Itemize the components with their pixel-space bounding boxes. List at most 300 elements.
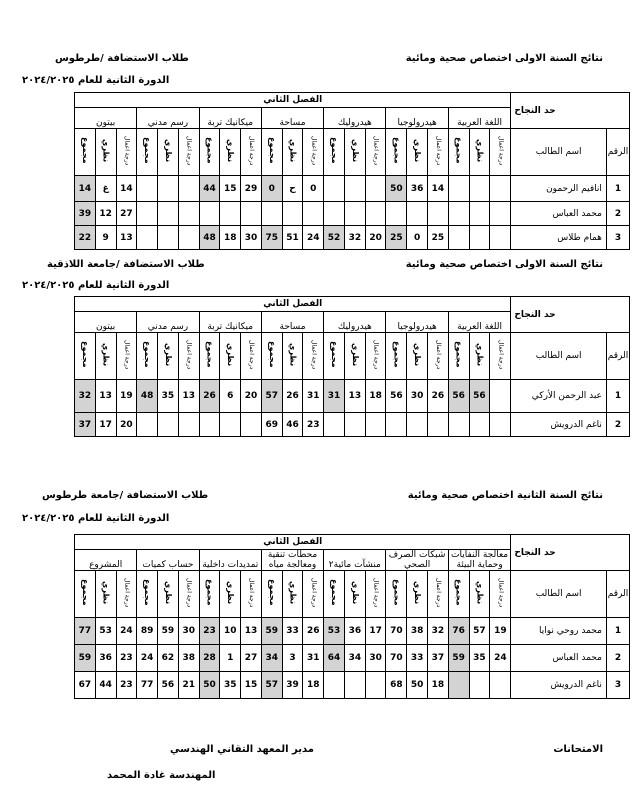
work-label-cell xyxy=(241,333,262,380)
theory-label: نظري xyxy=(163,580,173,605)
grade-cell: 31 xyxy=(324,380,345,413)
total-label: مجموع xyxy=(454,579,464,606)
grade-cell xyxy=(469,226,490,250)
pass-threshold-header: حد النجاح xyxy=(511,297,630,333)
work-label-cell xyxy=(428,129,449,176)
grade-cell: 35 xyxy=(158,380,179,413)
total-label: مجموع xyxy=(330,341,340,368)
grade-cell xyxy=(428,202,449,226)
work-label-cell xyxy=(116,333,137,380)
grade-cell: 50 xyxy=(407,672,428,699)
grade-cell: 35 xyxy=(469,645,490,672)
grade-cell xyxy=(490,413,511,437)
section1-title-left: طلاب الاستضافة /طرطوس xyxy=(55,53,189,64)
grade-cell: 20 xyxy=(241,380,262,413)
grade-cell: 24 xyxy=(490,645,511,672)
student-name: محمد روحي نوايا xyxy=(511,618,607,645)
work-label: درجة اعمال xyxy=(185,339,193,370)
theory-label: نظري xyxy=(101,580,111,605)
grade-cell xyxy=(137,226,158,250)
table-row xyxy=(75,618,630,645)
subject-header: ميكانيك تربة xyxy=(199,312,261,333)
theory-label-cell xyxy=(469,333,490,380)
work-label-cell xyxy=(178,129,199,176)
grade-cell: 15 xyxy=(241,672,262,699)
total-label-cell xyxy=(448,571,469,618)
footer-director: مدير المعهد التقاني الهندسي xyxy=(170,744,314,755)
grade-cell: 14 xyxy=(75,176,96,202)
theory-label: نظري xyxy=(350,138,360,163)
grade-cell: 35 xyxy=(220,672,241,699)
pass-threshold-header: حد النجاح xyxy=(511,93,630,129)
grade-cell: 44 xyxy=(199,176,220,202)
grade-cell xyxy=(158,176,179,202)
theory-label: نظري xyxy=(226,342,236,367)
results-table-2 xyxy=(74,296,630,437)
total-label-cell xyxy=(324,129,345,176)
work-label: درجة اعمال xyxy=(248,135,255,166)
grade-cell: 39 xyxy=(75,202,96,226)
theory-label: نظري xyxy=(101,138,111,163)
work-label: درجة اعمال xyxy=(248,339,255,370)
name-header: اسم الطالب xyxy=(511,129,607,176)
grade-cell: 33 xyxy=(282,618,303,645)
grade-cell xyxy=(137,413,158,437)
total-label-cell xyxy=(386,129,407,176)
grade-cell xyxy=(490,226,511,250)
grade-cell: 39 xyxy=(282,672,303,699)
theory-label-cell xyxy=(344,129,365,176)
grade-cell: 18 xyxy=(428,672,449,699)
subject-header: بيتون xyxy=(75,312,137,333)
row-number: 3 xyxy=(606,226,629,250)
grade-cell: 20 xyxy=(116,413,137,437)
total-label: مجموع xyxy=(392,579,402,606)
student-name: عبد الرحمن الأركي xyxy=(511,380,607,413)
theory-label: نظري xyxy=(163,138,173,163)
theory-label: نظري xyxy=(226,580,236,605)
total-label: مجموع xyxy=(205,579,215,606)
grade-cell: 9 xyxy=(95,226,116,250)
subject-header: معالجة النفايات وحماية البيئة xyxy=(448,550,511,571)
theory-label-cell xyxy=(220,333,241,380)
grade-cell: 75 xyxy=(261,226,282,250)
grade-cell: غ xyxy=(95,176,116,202)
grade-cell: 24 xyxy=(303,226,324,250)
section1-session: الدورة الثانية للعام ٢٠٢٤/٢٠٢٥ xyxy=(22,75,170,86)
student-name: محمد العباس xyxy=(511,202,607,226)
total-label: مجموع xyxy=(267,341,277,368)
grade-cell: 36 xyxy=(407,176,428,202)
theory-label: نظري xyxy=(288,138,298,163)
theory-label: نظري xyxy=(475,138,485,163)
grade-cell: 31 xyxy=(303,645,324,672)
row-number: 3 xyxy=(606,672,629,699)
total-label-cell xyxy=(75,333,96,380)
table-row xyxy=(75,380,630,413)
total-label-cell xyxy=(386,571,407,618)
theory-label-cell xyxy=(95,129,116,176)
grade-cell: 30 xyxy=(407,380,428,413)
grade-cell: 26 xyxy=(428,380,449,413)
grade-cell: 32 xyxy=(344,226,365,250)
work-label-cell xyxy=(116,571,137,618)
total-label: مجموع xyxy=(205,341,215,368)
grade-cell xyxy=(324,202,345,226)
grade-cell: 34 xyxy=(261,645,282,672)
grade-cell: 57 xyxy=(261,380,282,413)
name-header: اسم الطالب xyxy=(511,571,607,618)
grade-cell xyxy=(178,226,199,250)
subject-header: مساحة xyxy=(261,312,323,333)
grade-cell xyxy=(178,176,199,202)
grade-cell: 13 xyxy=(178,380,199,413)
work-label: درجة اعمال xyxy=(248,577,255,608)
grade-cell: 30 xyxy=(365,645,386,672)
total-label-cell xyxy=(75,129,96,176)
theory-label: نظري xyxy=(288,342,298,367)
grade-cell: 19 xyxy=(490,618,511,645)
results-table-3 xyxy=(74,534,630,699)
theory-label-cell xyxy=(282,571,303,618)
theory-label: نظري xyxy=(413,580,423,605)
theory-label-cell xyxy=(282,333,303,380)
work-label-cell xyxy=(428,571,449,618)
grade-cell: 18 xyxy=(365,380,386,413)
grade-cell xyxy=(448,672,469,699)
grade-cell: 57 xyxy=(261,672,282,699)
theory-label: نظري xyxy=(350,342,360,367)
grade-cell: 62 xyxy=(158,645,179,672)
work-label-cell xyxy=(116,129,137,176)
number-header: الرقم xyxy=(606,129,629,176)
grade-cell: 13 xyxy=(344,380,365,413)
grade-cell: 0 xyxy=(261,176,282,202)
grade-cell xyxy=(448,176,469,202)
subject-header: بيتون xyxy=(75,108,137,129)
work-label-cell xyxy=(365,333,386,380)
work-label-cell xyxy=(241,129,262,176)
grade-cell: 23 xyxy=(303,413,324,437)
grade-cell: 25 xyxy=(386,226,407,250)
total-label: مجموع xyxy=(454,341,464,368)
work-label-cell xyxy=(428,333,449,380)
grade-cell xyxy=(344,672,365,699)
subject-header: اللغة العربية xyxy=(448,312,511,333)
total-label-cell xyxy=(261,571,282,618)
grade-cell: 23 xyxy=(199,618,220,645)
grade-cell: 37 xyxy=(75,413,96,437)
work-label: درجة اعمال xyxy=(123,135,131,166)
grade-cell: 52 xyxy=(324,226,345,250)
grade-cell: 37 xyxy=(428,645,449,672)
grade-cell: 77 xyxy=(75,618,96,645)
grade-cell: 0 xyxy=(407,226,428,250)
grade-cell xyxy=(386,202,407,226)
total-label: مجموع xyxy=(267,137,277,164)
grade-cell: 56 xyxy=(469,380,490,413)
grade-cell xyxy=(448,202,469,226)
subject-header: هيدرولوجيا xyxy=(386,108,448,129)
section2-title-left: طلاب الاستضافة /جامعة اللاذقية xyxy=(47,259,205,270)
work-label: درجة اعمال xyxy=(123,577,131,608)
number-header: الرقم xyxy=(606,333,629,380)
grade-cell: 0 xyxy=(303,176,324,202)
subject-header: اللغة العربية xyxy=(448,108,511,129)
grade-cell: 15 xyxy=(220,176,241,202)
name-header: اسم الطالب xyxy=(511,333,607,380)
theory-label-cell xyxy=(407,571,428,618)
work-label: درجة اعمال xyxy=(497,339,505,370)
grade-cell: 32 xyxy=(75,380,96,413)
grade-cell: 26 xyxy=(282,380,303,413)
grade-cell: 67 xyxy=(75,672,96,699)
work-label-cell xyxy=(303,129,324,176)
total-label: مجموع xyxy=(267,579,277,606)
total-label-cell xyxy=(448,129,469,176)
grade-cell xyxy=(324,176,345,202)
grade-cell: 30 xyxy=(241,226,262,250)
grade-cell xyxy=(158,202,179,226)
total-label: مجموع xyxy=(80,579,90,606)
grade-cell xyxy=(365,672,386,699)
theory-label: نظري xyxy=(350,580,360,605)
grade-cell: 17 xyxy=(365,618,386,645)
section2-title-right: نتائج السنة الاولى اختصاص صحية ومائية xyxy=(405,259,603,270)
grade-cell: 22 xyxy=(75,226,96,250)
row-number: 1 xyxy=(606,176,629,202)
grade-cell: 21 xyxy=(178,672,199,699)
grade-cell: 53 xyxy=(324,618,345,645)
grade-cell xyxy=(344,202,365,226)
total-label: مجموع xyxy=(143,579,153,606)
grade-cell: 27 xyxy=(241,645,262,672)
section2-session: الدورة الثانية للعام ٢٠٢٤/٢٠٢٥ xyxy=(22,280,170,291)
section3-title-left: طلاب الاستضافة /جامعة طرطوس xyxy=(42,490,209,501)
grade-cell: 23 xyxy=(116,672,137,699)
total-label: مجموع xyxy=(454,137,464,164)
term-header: الفصل الثاني xyxy=(75,535,511,550)
subject-header: تمديدات داخلية xyxy=(199,550,261,571)
work-label: درجة اعمال xyxy=(434,577,442,608)
table-row xyxy=(75,645,630,672)
grade-cell: 48 xyxy=(137,380,158,413)
subject-header: هيدرولوجيا xyxy=(386,312,448,333)
grade-cell xyxy=(199,202,220,226)
student-name: محمد العباس xyxy=(511,645,607,672)
work-label: درجة اعمال xyxy=(123,339,131,370)
grade-cell: 44 xyxy=(95,672,116,699)
row-number: 2 xyxy=(606,413,629,437)
subject-header: مساحة xyxy=(261,108,323,129)
grade-cell xyxy=(365,413,386,437)
theory-label: نظري xyxy=(475,580,485,605)
grade-cell: 31 xyxy=(303,380,324,413)
grade-cell: 59 xyxy=(158,618,179,645)
term-header: الفصل الثاني xyxy=(75,93,511,108)
total-label-cell xyxy=(137,333,158,380)
grade-cell: 59 xyxy=(261,618,282,645)
grade-cell xyxy=(490,380,511,413)
theory-label-cell xyxy=(95,333,116,380)
grade-cell: 13 xyxy=(116,226,137,250)
work-label-cell xyxy=(490,333,511,380)
total-label: مجموع xyxy=(392,137,402,164)
grade-cell: 20 xyxy=(365,226,386,250)
theory-label-cell xyxy=(407,333,428,380)
theory-label: نظري xyxy=(475,342,485,367)
grade-cell: 57 xyxy=(469,618,490,645)
grade-cell xyxy=(448,413,469,437)
grade-cell: 59 xyxy=(75,645,96,672)
grade-cell: 33 xyxy=(407,645,428,672)
results-table-1 xyxy=(74,92,630,250)
grade-cell xyxy=(158,226,179,250)
total-label-cell xyxy=(324,333,345,380)
subject-header: منشآت مائية٢ xyxy=(324,550,386,571)
grade-cell xyxy=(220,413,241,437)
grade-cell: 50 xyxy=(199,672,220,699)
work-label: درجة اعمال xyxy=(497,135,505,166)
grade-cell xyxy=(158,413,179,437)
grade-cell: 13 xyxy=(95,380,116,413)
total-label-cell xyxy=(199,571,220,618)
grade-cell xyxy=(324,672,345,699)
work-label: درجة اعمال xyxy=(310,577,318,608)
total-label: مجموع xyxy=(143,341,153,368)
grade-cell: 77 xyxy=(137,672,158,699)
grade-cell: 56 xyxy=(448,380,469,413)
table-row xyxy=(75,226,630,250)
theory-label-cell xyxy=(469,571,490,618)
total-label-cell xyxy=(199,129,220,176)
table-row xyxy=(75,672,630,699)
footer-engineer: المهندسة غادة المحمد xyxy=(107,770,216,781)
grade-cell xyxy=(428,413,449,437)
work-label-cell xyxy=(303,333,324,380)
grade-cell xyxy=(407,413,428,437)
grade-cell xyxy=(407,202,428,226)
grade-cell xyxy=(220,202,241,226)
grade-cell xyxy=(137,176,158,202)
grade-cell: 51 xyxy=(282,226,303,250)
grade-cell xyxy=(303,202,324,226)
grade-cell: 36 xyxy=(95,645,116,672)
theory-label-cell xyxy=(95,571,116,618)
pass-threshold-header: حد النجاح xyxy=(511,535,630,571)
grade-cell: 32 xyxy=(428,618,449,645)
work-label: درجة اعمال xyxy=(372,339,380,370)
work-label: درجة اعمال xyxy=(497,577,505,608)
grade-cell: 56 xyxy=(158,672,179,699)
total-label-cell xyxy=(75,571,96,618)
grade-cell: 38 xyxy=(407,618,428,645)
work-label: درجة اعمال xyxy=(310,135,318,166)
grade-cell xyxy=(365,202,386,226)
grade-cell: 3 xyxy=(282,645,303,672)
grade-cell xyxy=(469,202,490,226)
grade-cell xyxy=(469,176,490,202)
table-row xyxy=(75,176,630,202)
grade-cell: 23 xyxy=(116,645,137,672)
subject-header: حساب كميات xyxy=(137,550,199,571)
grade-cell: 64 xyxy=(324,645,345,672)
total-label: مجموع xyxy=(330,579,340,606)
student-name: ناغم الدرويش xyxy=(511,413,607,437)
subject-header: رسم مدني xyxy=(137,312,199,333)
grade-cell xyxy=(448,226,469,250)
table-row xyxy=(75,413,630,437)
total-label: مجموع xyxy=(205,137,215,164)
grade-cell xyxy=(261,202,282,226)
work-label: درجة اعمال xyxy=(310,339,318,370)
number-header: الرقم xyxy=(606,571,629,618)
theory-label-cell xyxy=(344,571,365,618)
section1-title-right: نتائج السنة الاولى اختصاص صحية ومائية xyxy=(405,53,603,64)
theory-label-cell xyxy=(158,333,179,380)
student-name: ناغم الدرويش xyxy=(511,672,607,699)
work-label: درجة اعمال xyxy=(372,577,380,608)
grade-cell: 1 xyxy=(220,645,241,672)
total-label: مجموع xyxy=(143,137,153,164)
theory-label-cell xyxy=(469,129,490,176)
total-label-cell xyxy=(324,571,345,618)
theory-label-cell xyxy=(220,129,241,176)
grade-cell xyxy=(490,672,511,699)
grade-cell: 76 xyxy=(448,618,469,645)
grade-cell: 26 xyxy=(303,618,324,645)
subject-header: رسم مدني xyxy=(137,108,199,129)
theory-label: نظري xyxy=(413,342,423,367)
grade-cell: 30 xyxy=(178,618,199,645)
theory-label-cell xyxy=(407,129,428,176)
total-label-cell xyxy=(261,129,282,176)
work-label-cell xyxy=(303,571,324,618)
subject-header: هيدروليك xyxy=(324,312,386,333)
row-number: 2 xyxy=(606,645,629,672)
grade-cell xyxy=(490,202,511,226)
grade-cell: 12 xyxy=(95,202,116,226)
theory-label: نظري xyxy=(413,138,423,163)
total-label-cell xyxy=(137,571,158,618)
grade-cell: 24 xyxy=(137,645,158,672)
grade-cell: 19 xyxy=(116,380,137,413)
theory-label: نظري xyxy=(101,342,111,367)
grade-cell xyxy=(137,202,158,226)
subject-header: محطات تنقية ومعالجة مياه xyxy=(261,550,323,571)
total-label: مجموع xyxy=(80,341,90,368)
grade-cell: 27 xyxy=(116,202,137,226)
work-label-cell xyxy=(365,571,386,618)
theory-label: نظري xyxy=(163,342,173,367)
footer-exams: الامتحانات xyxy=(553,744,603,755)
grade-cell xyxy=(490,176,511,202)
grade-cell: 18 xyxy=(220,226,241,250)
section3-session: الدورة الثانية للعام ٢٠٢٤/٢٠٢٥ xyxy=(22,513,170,524)
grade-cell xyxy=(241,202,262,226)
subject-header: المشروع xyxy=(75,550,137,571)
subject-header: ميكانيك تربة xyxy=(199,108,261,129)
grade-cell: 18 xyxy=(303,672,324,699)
grade-cell: 53 xyxy=(95,618,116,645)
grade-cell xyxy=(282,202,303,226)
grade-cell xyxy=(178,413,199,437)
grade-cell: 14 xyxy=(428,176,449,202)
row-number: 1 xyxy=(606,618,629,645)
grade-cell: 68 xyxy=(386,672,407,699)
total-label-cell xyxy=(448,333,469,380)
grade-cell xyxy=(386,413,407,437)
